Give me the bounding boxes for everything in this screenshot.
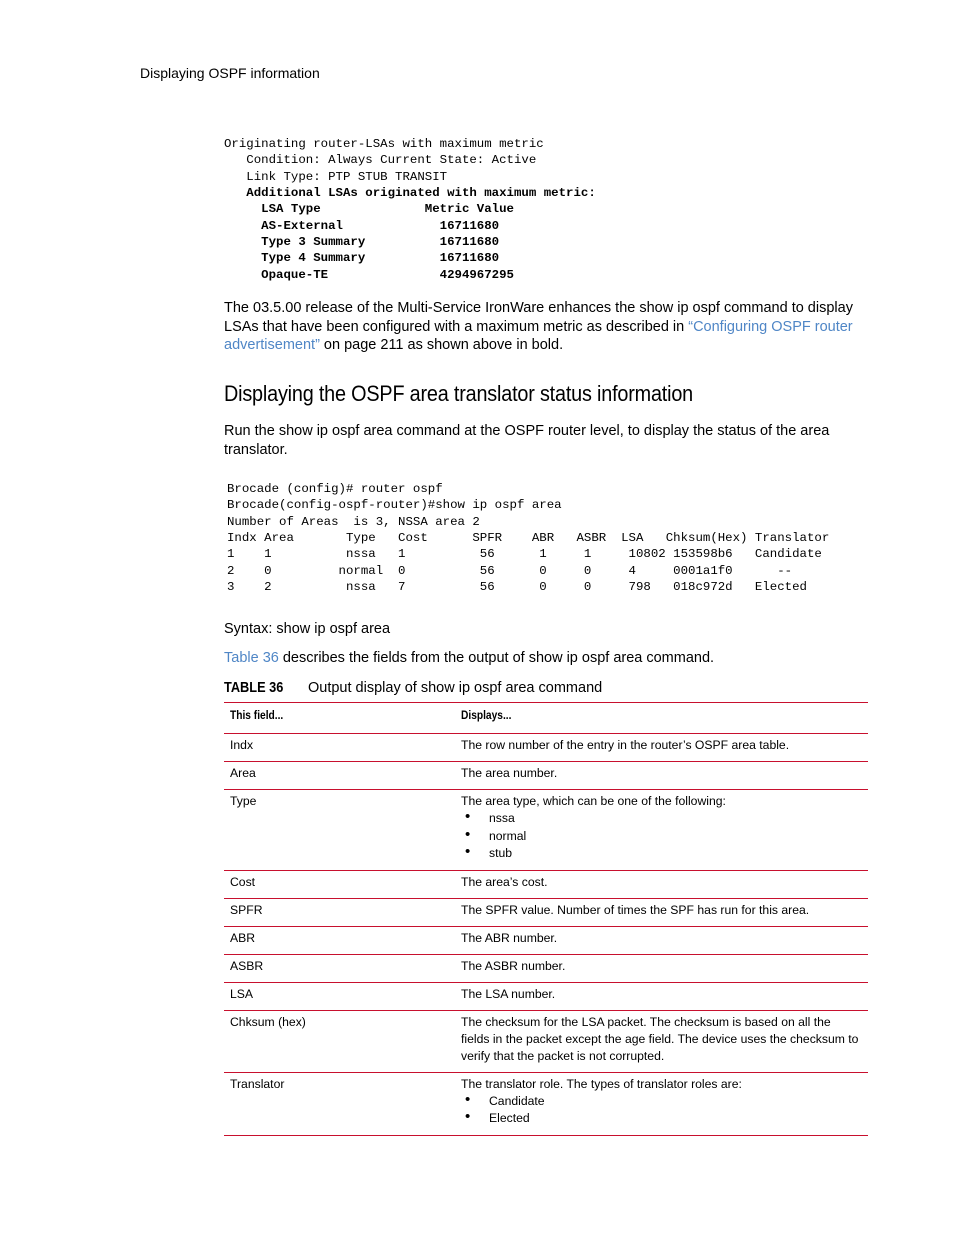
field-description-cell — [455, 954, 868, 982]
field-description: The ASBR number. — [461, 958, 566, 973]
caption-text: command — [534, 680, 603, 696]
table-header-row — [224, 703, 868, 734]
field-name-cell: Cost — [224, 870, 455, 898]
code-line: Type 4 Summary 16711680 — [224, 251, 500, 266]
field-description-cell — [455, 1072, 868, 1135]
code-line: Brocade(config-ospf-router)#show ip ospf area — [227, 498, 562, 513]
table-row — [224, 790, 868, 871]
code-line: Number of Areas is 3, NSSA area 2 — [227, 514, 480, 529]
field-name-cell: Area — [224, 762, 455, 790]
table-caption — [224, 680, 602, 696]
bullet-item: • Elected — [489, 1110, 862, 1128]
bullet-list — [461, 1093, 862, 1128]
paragraph-run-command — [224, 422, 874, 459]
para-text: command at the OSPF router level, to display the status of the area translator. — [224, 423, 830, 458]
command-name: show ip ospf area — [528, 650, 643, 666]
para-text: describes the fields from the output of — [278, 650, 529, 666]
field-name-cell: ASBR — [224, 954, 455, 982]
code-block-area-output — [227, 481, 829, 595]
command-name: show ip ospf area — [278, 423, 393, 439]
section-title: Displaying the OSPF area translator status information — [224, 381, 694, 406]
field-name-cell: ABR — [224, 926, 455, 954]
para-text: on page 211 as shown above in bold. — [319, 337, 564, 353]
field-description: The row number of the entry in the router’s OSPF area table. — [461, 738, 790, 752]
caption-command: show ip ospf area — [420, 680, 535, 696]
field-name-cell: Translator — [224, 1072, 455, 1135]
command-name: show ip ospf — [639, 300, 720, 316]
field-description-cell — [455, 982, 868, 1010]
code-line: Indx Area Type Cost SPFR ABR ASBR LSA Chksum(Hex) Translator — [227, 531, 830, 546]
header-displays-label: Displays... — [461, 708, 512, 722]
para-text: Run the — [224, 423, 279, 439]
table-row — [224, 870, 868, 898]
code-line: 3 2 nssa 7 56 0 0 798 018c972d Elected — [227, 580, 807, 595]
para-text: command to display LSAs that have been configured with a maximum metric as described in — [224, 300, 853, 335]
field-description-cell — [455, 898, 868, 926]
field-description-cell — [455, 762, 868, 790]
code-line: LSA Type Metric Value — [224, 202, 514, 217]
running-header: Displaying OSPF information — [140, 65, 320, 81]
syntax-command: show ip ospf area — [276, 621, 391, 637]
table-row — [224, 762, 868, 790]
cross-reference-link[interactable]: “Configuring OSPF router advertisement” — [224, 318, 853, 353]
table-row — [224, 926, 868, 954]
field-description: The area number. — [461, 766, 558, 780]
bullet-item: • nssa — [489, 810, 862, 828]
header-field — [224, 703, 455, 734]
syntax-label: Syntax: — [224, 621, 277, 637]
field-description: The area’s cost. — [461, 874, 548, 889]
code-line: Originating router-LSAs with maximum metric — [224, 137, 544, 151]
paragraph-release-note — [224, 299, 874, 355]
table-reference-link[interactable]: Table 36 — [224, 650, 279, 666]
code-block-max-metric — [224, 136, 596, 283]
code-line: AS-External 16711680 — [224, 218, 500, 233]
caption-text: Output display of — [308, 680, 421, 696]
bullet-item: • normal — [489, 828, 862, 846]
header-field-label: This field... — [230, 708, 284, 722]
field-description: The checksum for the LSA packet. The checksum is based on all the fields in the packet except the age field. The device uses the checksum to verify that the packet is not corrupted. — [461, 1014, 859, 1063]
field-name-cell: Chksum (hex) — [224, 1010, 455, 1072]
code-line: Brocade (config)# router ospf — [227, 482, 443, 496]
field-description-cell — [455, 790, 868, 871]
code-line: Condition: Always Current State: Active — [224, 153, 537, 168]
field-name-cell: Indx — [230, 738, 254, 752]
field-description-cell — [455, 926, 868, 954]
field-description: The SPFR value. Number of times the SPF has run for this area. — [461, 902, 810, 917]
table-row — [224, 734, 868, 762]
field-name-cell: SPFR — [224, 898, 455, 926]
header-displays — [455, 703, 868, 734]
code-line: Opaque-TE 4294967295 — [224, 267, 514, 282]
code-line: 1 1 nssa 1 56 1 1 10802 153598b6 Candidate — [227, 547, 822, 562]
table-number: TABLE 36 — [224, 680, 284, 696]
table-row — [224, 982, 868, 1010]
table-row — [224, 1072, 868, 1135]
syntax-line — [224, 621, 390, 637]
bullet-list — [461, 810, 862, 863]
code-line: 2 0 normal 0 56 0 0 4 0001a1f0 -- — [227, 563, 793, 578]
para-text: command. — [642, 650, 715, 666]
code-line: Link Type: PTP STUB TRANSIT — [224, 169, 448, 184]
code-line: Type 3 Summary 16711680 — [224, 235, 500, 250]
field-description-cell — [455, 734, 868, 762]
bullet-item: • stub — [489, 845, 862, 863]
table-row — [224, 1010, 868, 1072]
code-line: Additional LSAs originated with maximum metric: — [224, 186, 596, 201]
bullet-item: • Candidate — [489, 1093, 862, 1111]
field-name-cell: LSA — [224, 982, 455, 1010]
field-description-cell — [455, 1010, 868, 1072]
field-name-cell: Type — [224, 790, 455, 871]
table-row — [224, 954, 868, 982]
field-description: The ABR number. — [461, 930, 558, 945]
field-description-cell — [455, 870, 868, 898]
table-row — [224, 898, 868, 926]
para-text: The 03.5.00 release of the Multi-Service IronWare enhances the — [224, 300, 640, 316]
field-description: The LSA number. — [461, 986, 556, 1001]
fields-table — [224, 702, 868, 1136]
paragraph-table-intro — [224, 649, 874, 668]
field-description: The translator role. The types of translator roles are: — [461, 1076, 742, 1091]
field-description: The area type, which can be one of the following: — [461, 794, 726, 808]
